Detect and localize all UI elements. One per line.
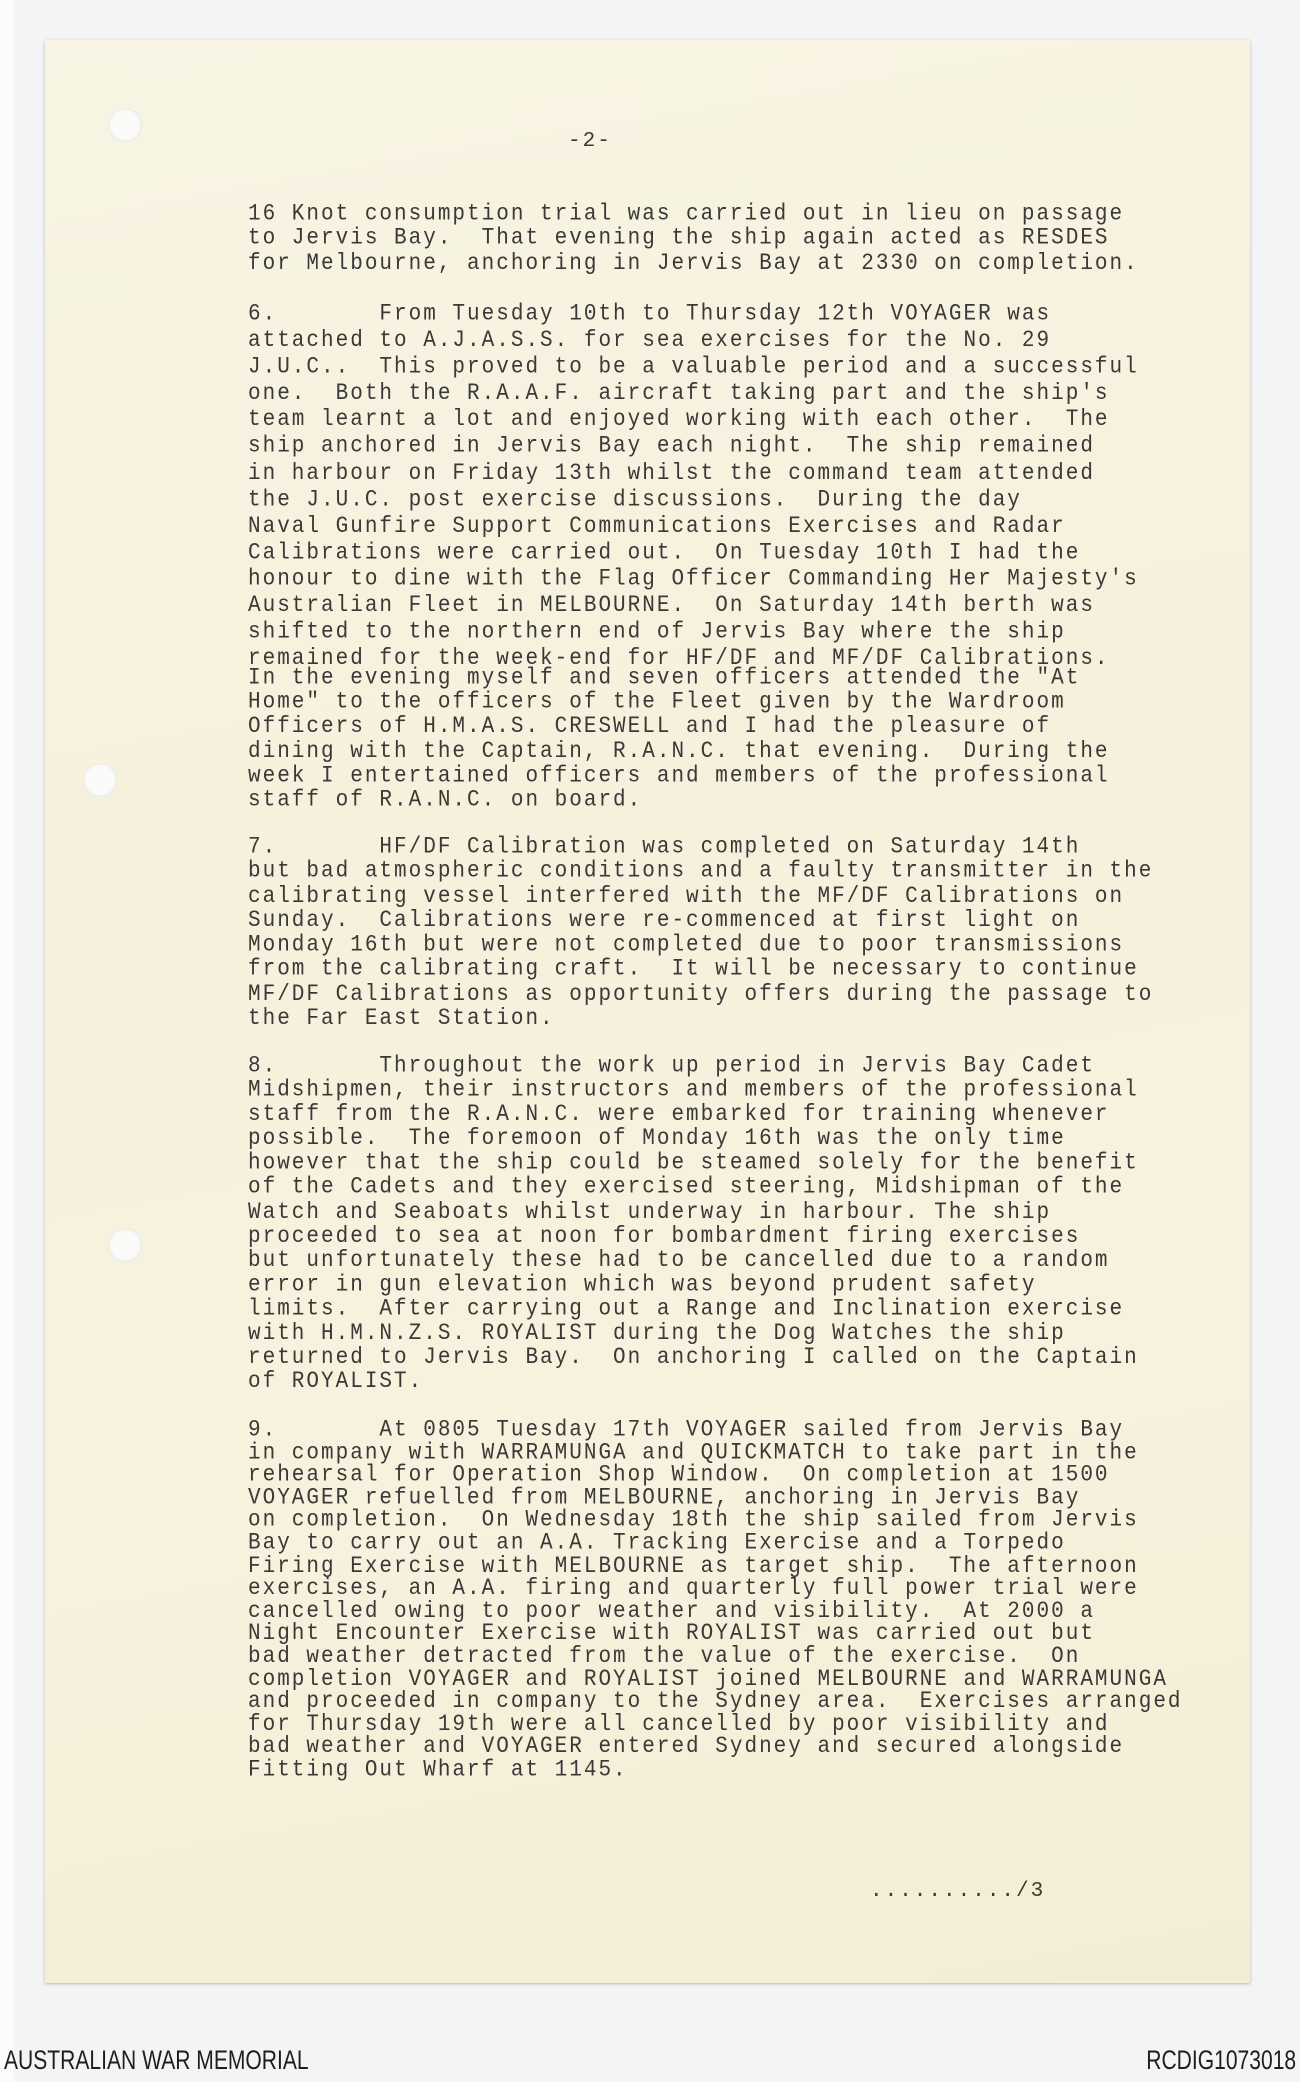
- text-line: possible. The foremoon of Monday 16th was the only time: [248, 1126, 1066, 1153]
- text-line: 7. HF/DF Calibration was completed on Saturday 14th: [248, 834, 1081, 861]
- text-line: Sunday. Calibrations were re-commenced at first light on: [248, 908, 1081, 934]
- text-line: remained for the week-end for HF/DF and MF/DF Calibrations.: [248, 646, 1110, 672]
- text-line: in company with WARRAMUNGA and QUICKMATCH to take part in the: [248, 1440, 1139, 1466]
- text-line: week I entertained officers and members of the professional: [248, 763, 1110, 789]
- text-line: the J.U.C. post exercise discussions. During the day: [248, 487, 1022, 513]
- text-line: on completion. On Wednesday 18th the ship sailed from Jervis: [248, 1508, 1139, 1534]
- paragraph-7: [248, 836, 1153, 1032]
- paragraph-5-continued: [248, 203, 1139, 277]
- text-line: however that the ship could be steamed solely for the benefit: [248, 1151, 1139, 1177]
- text-line: Bay to carry out an A.A. Tracking Exercise and a Torpedo: [248, 1531, 1066, 1557]
- text-line: for Melbourne, anchoring in Jervis Bay at 2330 on completion.: [248, 250, 1139, 277]
- text-line: Home" to the officers of the Fleet given by the Wardroom: [248, 690, 1066, 716]
- text-line: ship anchored in Jervis Bay each night. The ship remained: [248, 434, 1095, 460]
- text-line: limits. After carrying out a Range and Inclination exercise: [248, 1296, 1125, 1323]
- text-line: bad weather detracted from the value of the exercise. On: [248, 1644, 1081, 1670]
- text-line: Calibrations were carried out. On Tuesday 10th I had the: [248, 540, 1081, 566]
- text-line: 6. From Tuesday 10th to Thursday 12th VOYAGER was: [248, 302, 1052, 328]
- text-line: Officers of H.M.A.S. CRESWELL and I had the pleasure of: [248, 714, 1052, 741]
- text-line: Monday 16th but were not completed due to poor transmissions: [248, 933, 1125, 959]
- paragraph-8: [248, 1055, 1139, 1395]
- scan-margin: [0, 0, 14, 2082]
- text-line: VOYAGER refuelled from MELBOURNE, anchoring in Jervis Bay: [248, 1485, 1081, 1512]
- text-line: shifted to the northern end of Jervis Bay where the ship: [248, 620, 1066, 646]
- text-line: from the calibrating craft. It will be necessary to continue: [248, 957, 1139, 983]
- text-line: bad weather and VOYAGER entered Sydney and secured alongside: [248, 1734, 1125, 1761]
- text-line: Watch and Seaboats whilst underway in harbour. The ship: [248, 1199, 1052, 1226]
- text-line: returned to Jervis Bay. On anchoring I called on the Captain: [248, 1345, 1139, 1371]
- text-line: Firing Exercise with MELBOURNE as target ship. The afternoon: [248, 1553, 1139, 1580]
- text-line: cancelled owing to poor weather and visibility. At 2000 a: [248, 1599, 1095, 1625]
- text-line: of the Cadets and they exercised steering, Midshipman of the: [248, 1175, 1125, 1201]
- footer-record-id: RCDIG1073018: [1146, 2045, 1296, 2075]
- text-line: 9. At 0805 Tuesday 17th VOYAGER sailed from Jervis Bay: [248, 1417, 1125, 1444]
- page-number: -2-: [568, 130, 612, 153]
- text-line: Naval Gunfire Support Communications Exercises and Radar: [248, 514, 1066, 540]
- text-line: J.U.C.. This proved to be a valuable period and a successful: [248, 355, 1139, 381]
- text-line: of ROYALIST.: [248, 1369, 424, 1396]
- text-line: honour to dine with the Flag Officer Commanding Her Majesty's: [248, 567, 1139, 593]
- text-line: proceeded to sea at noon for bombardment firing exercises: [248, 1224, 1081, 1250]
- paragraph-6-continued: [248, 667, 1110, 813]
- text-line: but unfortunately these had to be cancelled due to a random: [248, 1248, 1110, 1274]
- text-line: calibrating vessel interfered with the MF/DF Calibrations on: [248, 883, 1125, 910]
- text-line: attached to A.J.A.S.S. for sea exercises for the No. 29: [248, 328, 1052, 354]
- text-line: to Jervis Bay. That evening the ship again acted as RESDES: [248, 226, 1110, 252]
- text-line: Fitting Out Wharf at 1145.: [248, 1757, 628, 1783]
- text-line: Australian Fleet in MELBOURNE. On Saturday 14th berth was: [248, 593, 1095, 619]
- text-line: one. Both the R.A.A.F. aircraft taking part and the ship's: [248, 381, 1110, 407]
- text-line: and proceeded in company to the Sydney area. Exercises arranged: [248, 1689, 1183, 1715]
- text-line: Night Encounter Exercise with ROYALIST was carried out but: [248, 1621, 1095, 1647]
- punch-hole: [108, 1228, 142, 1262]
- footer-institution: AUSTRALIAN WAR MEMORIAL: [4, 2045, 309, 2075]
- text-line: for Thursday 19th were all cancelled by poor visibility and: [248, 1712, 1110, 1738]
- text-line: staff of R.A.N.C. on board.: [248, 787, 643, 814]
- text-line: MF/DF Calibrations as opportunity offers during the passage to: [248, 982, 1154, 1008]
- text-line: but bad atmospheric conditions and a faulty transmitter in the: [248, 859, 1154, 885]
- text-line: In the evening myself and seven officers attended the "At: [248, 665, 1081, 692]
- text-line: exercises, an A.A. firing and quarterly full power trial were: [248, 1576, 1139, 1602]
- paragraph-9: [248, 1417, 1183, 1783]
- text-line: dining with the Captain, R.A.N.C. that evening. During the: [248, 739, 1110, 765]
- text-line: the Far East Station.: [248, 1006, 555, 1032]
- text-line: completion VOYAGER and ROYALIST joined MELBOURNE and WARRAMUNGA: [248, 1666, 1168, 1693]
- text-line: rehearsal for Operation Shop Window. On completion at 1500: [248, 1463, 1110, 1489]
- text-line: Midshipmen, their instructors and members of the professional: [248, 1078, 1139, 1104]
- text-line: with H.M.N.Z.S. ROYALIST during the Dog Watches the ship: [248, 1321, 1066, 1347]
- paragraph-6: [248, 302, 1139, 673]
- text-line: staff from the R.A.N.C. were embarked for training whenever: [248, 1102, 1110, 1128]
- text-line: 8. Throughout the work up period in Jervis Bay Cadet: [248, 1053, 1095, 1080]
- text-line: in harbour on Friday 13th whilst the command team attended: [248, 461, 1095, 487]
- punch-hole: [108, 108, 142, 142]
- punch-hole: [83, 763, 117, 797]
- text-line: error in gun elevation which was beyond prudent safety: [248, 1272, 1037, 1298]
- text-line: team learnt a lot and enjoyed working with each other. The: [248, 408, 1110, 434]
- continuation-marker: ........../3: [870, 1880, 1046, 1903]
- text-line: 16 Knot consumption trial was carried out in lieu on passage: [248, 201, 1125, 228]
